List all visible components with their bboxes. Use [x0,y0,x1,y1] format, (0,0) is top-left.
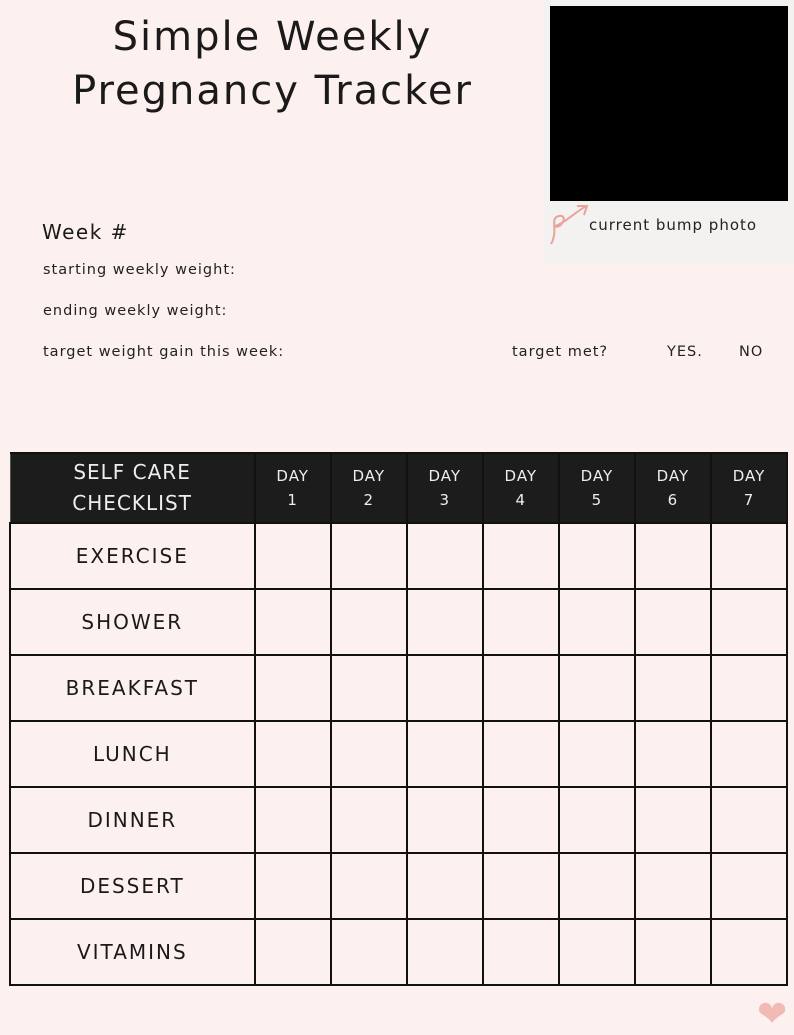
table-row [10,589,787,655]
checkbox-cell[interactable] [559,589,635,655]
checkbox-cell[interactable] [331,853,407,919]
header-line-1: SELF CARE [73,460,191,484]
day-label: DAY [276,467,309,485]
checkbox-cell[interactable] [483,919,559,985]
yes-option[interactable]: YES. [667,344,703,360]
target-met-label: target met? [512,344,609,360]
checkbox-cell[interactable] [331,589,407,655]
checkbox-cell[interactable] [635,787,711,853]
day-number: 5 [591,491,603,509]
starting-weight-label: starting weekly weight: [43,262,236,278]
checkbox-cell[interactable] [559,523,635,589]
day-header-1 [255,453,331,523]
bump-photo-placeholder[interactable] [550,6,788,201]
no-option[interactable]: NO [739,344,764,360]
checkbox-cell[interactable] [407,589,483,655]
self-care-checklist-table [9,452,788,986]
checkbox-cell[interactable] [407,853,483,919]
checkbox-cell[interactable] [331,523,407,589]
checkbox-cell[interactable] [559,655,635,721]
target-gain-label: target weight gain this week: [43,344,285,360]
title-line-1: Simple Weekly [112,14,433,60]
table-row [10,787,787,853]
row-label: DESSERT [10,853,255,919]
checkbox-cell[interactable] [711,523,787,589]
checkbox-cell[interactable] [255,919,331,985]
day-number: 7 [743,491,755,509]
checkbox-cell[interactable] [711,589,787,655]
checkbox-cell[interactable] [407,721,483,787]
table-row [10,655,787,721]
day-label: DAY [352,467,385,485]
ending-weight-label: ending weekly weight: [43,303,228,319]
checkbox-cell[interactable] [255,853,331,919]
checkbox-cell[interactable] [407,523,483,589]
checkbox-cell[interactable] [635,721,711,787]
checkbox-cell[interactable] [255,655,331,721]
day-number: 4 [515,491,527,509]
checkbox-cell[interactable] [635,853,711,919]
heart-icon: ❤ [757,994,788,1035]
day-label: DAY [732,467,766,485]
checkbox-cell[interactable] [711,721,787,787]
row-label: BREAKFAST [10,655,255,721]
arrow-icon [547,200,592,250]
checkbox-cell[interactable] [711,853,787,919]
title-line-2: Pregnancy Tracker [72,68,473,114]
checkbox-cell[interactable] [407,919,483,985]
checkbox-cell[interactable] [331,721,407,787]
day-label: DAY [580,467,614,485]
checklist-header [10,453,255,523]
checkbox-cell[interactable] [711,919,787,985]
day-header-2 [331,453,407,523]
checkbox-cell[interactable] [483,589,559,655]
checkbox-cell[interactable] [255,589,331,655]
table-row [10,919,787,985]
checkbox-cell[interactable] [559,721,635,787]
day-number: 6 [667,491,679,509]
checkbox-cell[interactable] [407,787,483,853]
row-label: SHOWER [10,589,255,655]
table-row [10,853,787,919]
checkbox-cell[interactable] [483,523,559,589]
checkbox-cell[interactable] [711,787,787,853]
day-number: 3 [439,491,451,509]
week-label: Week # [42,220,129,244]
photo-caption: current bump photo [589,216,758,234]
table-row [10,523,787,589]
table-row [10,721,787,787]
header-line-2: CHECKLIST [72,491,192,515]
checkbox-cell[interactable] [483,853,559,919]
checkbox-cell[interactable] [331,787,407,853]
row-label: LUNCH [10,721,255,787]
day-number: 1 [287,491,298,509]
checkbox-cell[interactable] [255,721,331,787]
checkbox-cell[interactable] [483,721,559,787]
day-number: 2 [363,491,374,509]
day-header-4 [483,453,559,523]
checkbox-cell[interactable] [483,787,559,853]
day-header-3 [407,453,483,523]
checkbox-cell[interactable] [331,919,407,985]
checkbox-cell[interactable] [635,589,711,655]
day-label: DAY [504,467,538,485]
checkbox-cell[interactable] [635,523,711,589]
checkbox-cell[interactable] [559,787,635,853]
day-header-6 [635,453,711,523]
checkbox-cell[interactable] [255,787,331,853]
checkbox-cell[interactable] [635,919,711,985]
checkbox-cell[interactable] [483,655,559,721]
row-label: EXERCISE [10,523,255,589]
row-label: DINNER [10,787,255,853]
checkbox-cell[interactable] [635,655,711,721]
checkbox-cell[interactable] [407,655,483,721]
day-header-7 [711,453,787,523]
day-label: DAY [656,467,690,485]
checkbox-cell[interactable] [559,853,635,919]
checkbox-cell[interactable] [255,523,331,589]
day-label: DAY [428,467,462,485]
checkbox-cell[interactable] [711,655,787,721]
checkbox-cell[interactable] [559,919,635,985]
bump-photo-frame [543,0,794,265]
row-label: VITAMINS [10,919,255,985]
checkbox-cell[interactable] [331,655,407,721]
day-header-5 [559,453,635,523]
